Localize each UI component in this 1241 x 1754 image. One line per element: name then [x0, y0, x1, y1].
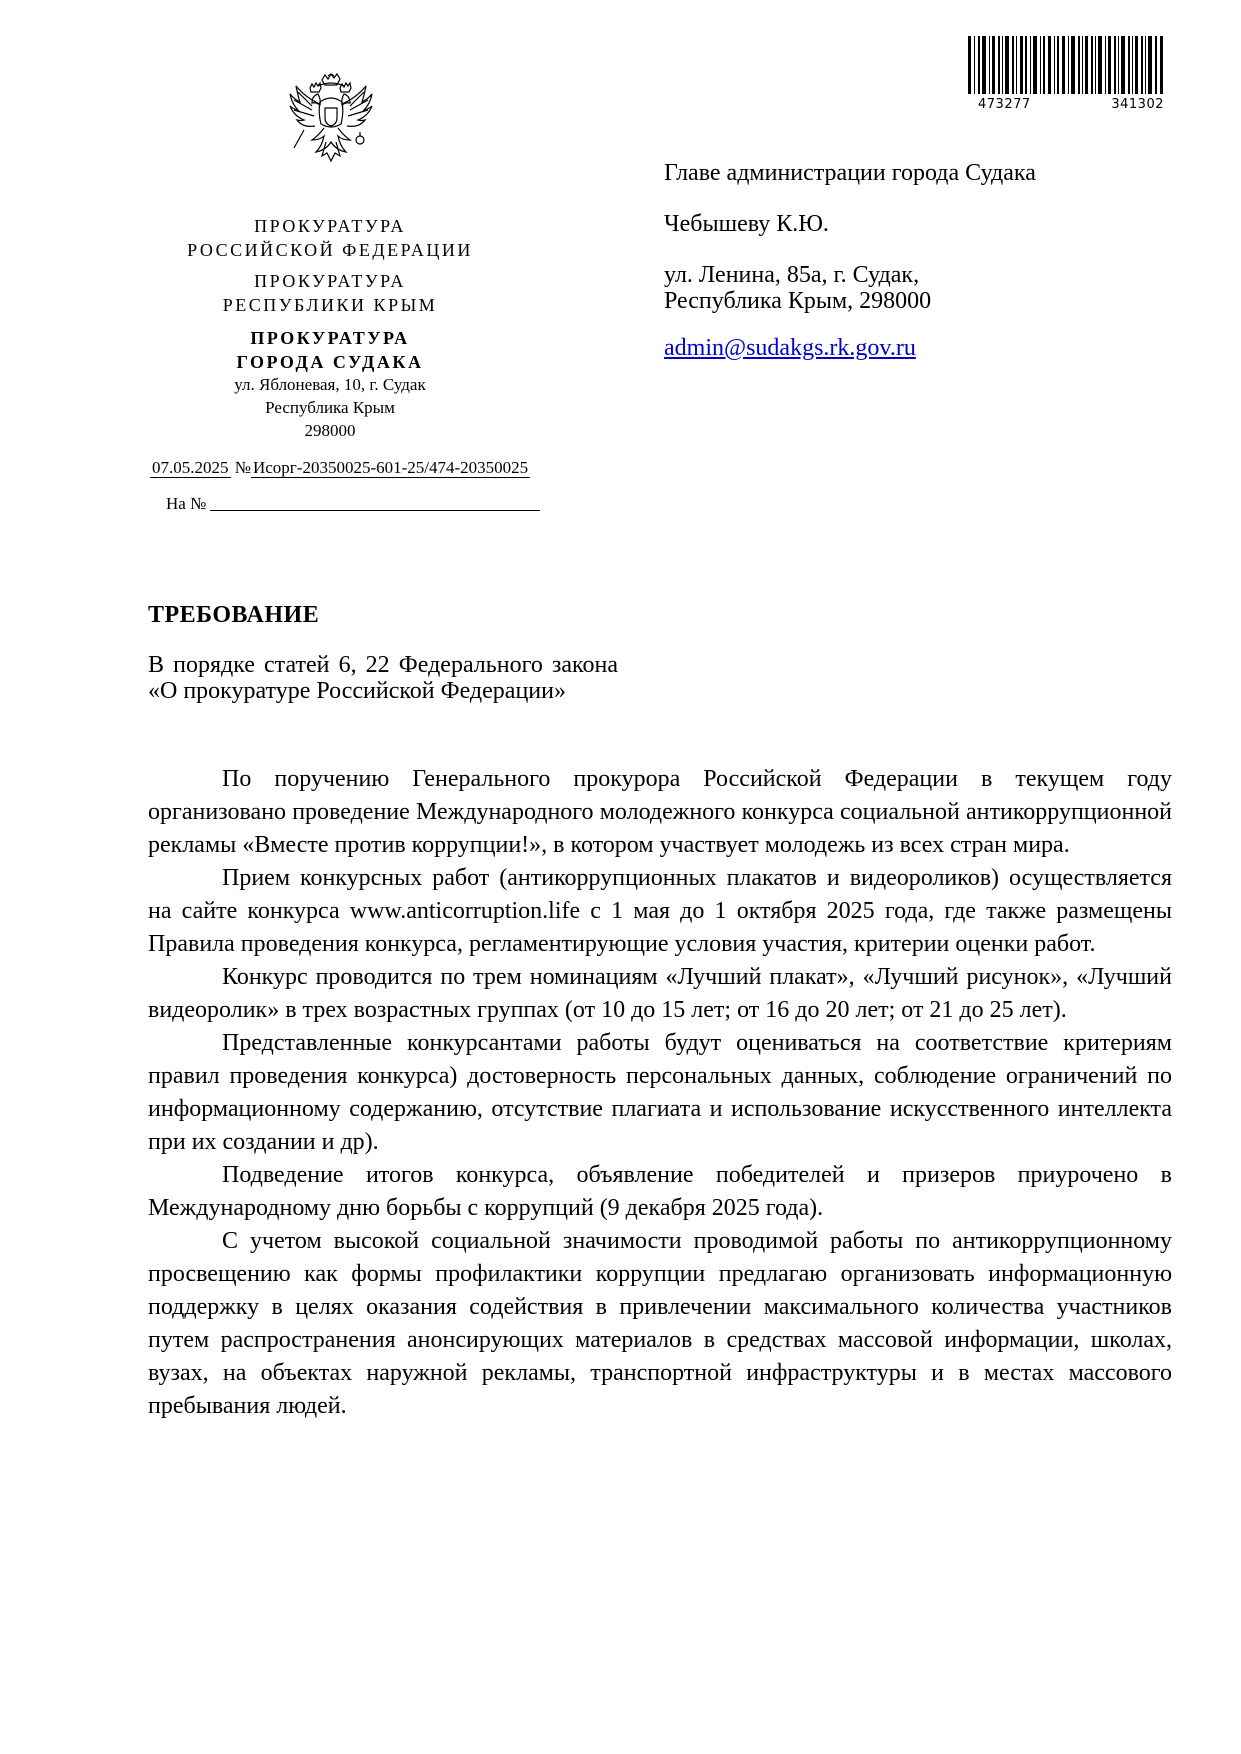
recipient-address-line-1: ул. Ленина, 85а, г. Судак, — [664, 262, 920, 288]
coat-of-arms-emblem — [288, 72, 374, 170]
outgoing-number: Исорг-20350025-601-25/474-20350025 — [252, 458, 529, 477]
barcode-right-number: 341302 — [1111, 97, 1164, 112]
barcode-left-number: 473277 — [978, 97, 1031, 112]
sender-org-line-3: ПРОКУРАТУРА — [254, 271, 406, 291]
reply-to-label: На № — [166, 494, 207, 513]
sender-org-line-4: РЕСПУБЛИКИ КРЫМ — [222, 295, 438, 315]
sender-address-line-2: Республика Крым — [265, 398, 395, 417]
outgoing-registration — [150, 458, 530, 478]
recipient-email-link[interactable]: admin@sudakgs.rk.gov.ru — [664, 335, 916, 361]
document-basis: В порядке статей 6, 22 Федерального закона «О прокуратуре Российской Федерации» — [148, 652, 618, 704]
barcode-image — [968, 36, 1164, 94]
recipient-position: Главе администрации города Судака — [664, 160, 1036, 186]
recipient-address-line-2: Республика Крым, 298000 — [664, 288, 932, 314]
outgoing-number-prefix: № — [234, 458, 251, 477]
reply-to-blank — [210, 496, 540, 511]
sender-org-line-5: ПРОКУРАТУРА — [250, 328, 410, 348]
recipient-name: Чебышеву К.Ю. — [664, 211, 829, 237]
body-paragraph: Подведение итогов конкурса, объявление победителей и призеров приурочено в Международному дню борьбы с коррупций (9 декабря 2025 года). — [148, 1162, 1172, 1221]
body-paragraph: С учетом высокой социальной значимости проводимой работы по антикоррупционному просвещению как формы профилактики коррупции предлагаю организовать информационную поддержку в целях оказания содействия в привлечении максимального количества участников путем распространения анонсирующих материалов в средствах массовой информации, школах, вузах, на объектах наружной рекламы, транспортной инфраструктуры и в местах массового пребывания людей. — [148, 1228, 1172, 1419]
reply-to-line — [166, 494, 540, 514]
body-paragraph: По поручению Генерального прокурора Российской Федерации в текущем году организовано проведение Международного молодежного конкурса социальной антикоррупционной рекламы «Вместе против коррупции!», в котором участвует молодежь из всех стран мира. — [148, 766, 1172, 858]
sender-org-line-2: РОССИЙСКОЙ ФЕДЕРАЦИИ — [187, 240, 473, 260]
sender-address-line-1: ул. Яблоневая, 10, г. Судак — [234, 375, 426, 394]
body-paragraph: Представленные конкурсантами работы будут оцениваться на соответствие критериям правил проведения конкурса) достоверность персональных данных, соблюдение ограничений по информационному содержанию, отсутствие плагиата и использование искусственного интеллекта при их создании и др). — [148, 1030, 1172, 1155]
document-title: ТРЕБОВАНИЕ — [148, 602, 320, 628]
body-paragraph: Прием конкурсных работ (антикоррупционных плакатов и видеороликов) осуществляется на сайте конкурса www.anticorruption.life с 1 мая до 1 октября 2025 года, где также размещены Правила проведения конкурса, регламентирующие условия участия, критерии оценки работ. — [148, 865, 1172, 957]
barcode-numbers — [978, 97, 1164, 112]
sender-org-line-6: ГОРОДА СУДАКА — [236, 352, 424, 372]
outgoing-date: 07.05.2025 — [152, 458, 229, 477]
body-paragraph: Конкурс проводится по трем номинациям «Лучший плакат», «Лучший рисунок», «Лучший видеоролик» в трех возрастных группах (от 10 до 15 лет; от 16 до 20 лет; от 21 до 25 лет). — [148, 964, 1172, 1023]
document-body — [148, 763, 1172, 1423]
sender-org-line-1: ПРОКУРАТУРА — [254, 216, 406, 236]
sender-address-line-3: 298000 — [304, 421, 356, 440]
